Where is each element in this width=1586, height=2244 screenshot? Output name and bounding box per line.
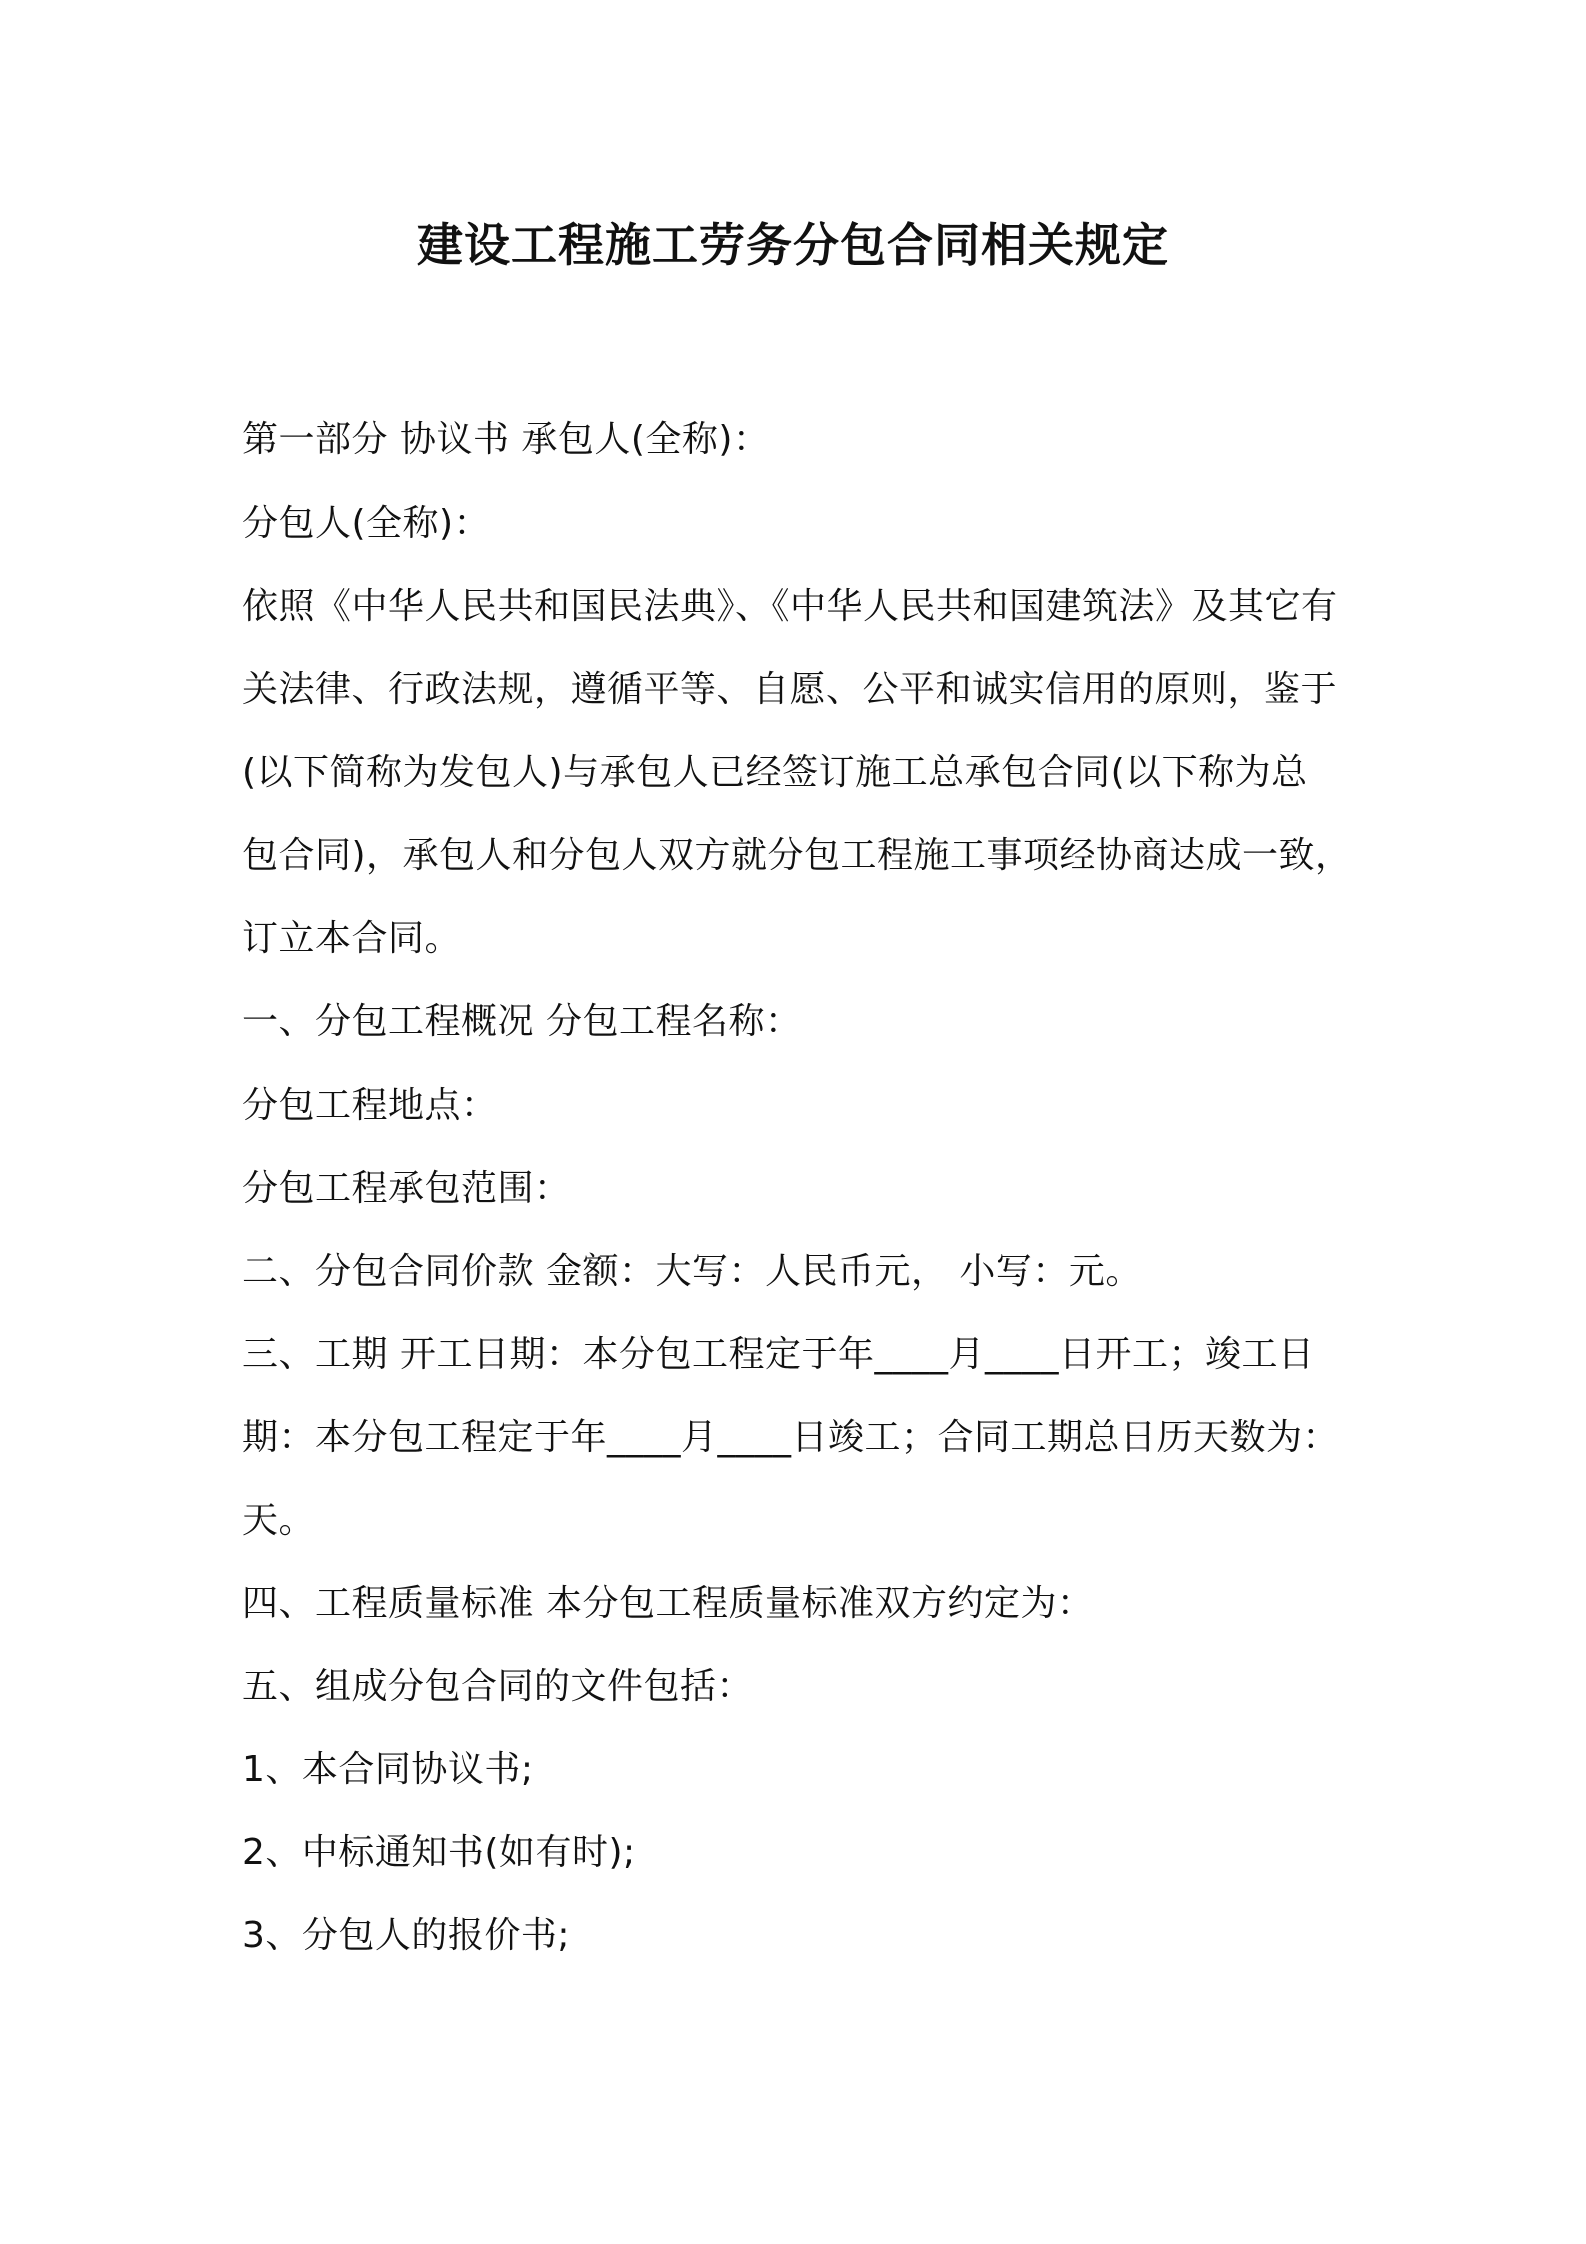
document-title: 建设工程施工劳务分包合同相关规定	[417, 218, 1169, 272]
text-line: 1、本合同协议书;	[242, 1749, 534, 1790]
text-line: 五、组成分包合同的文件包括：	[242, 1666, 754, 1707]
text-line: 期：本分包工程定于年____月____日竣工；合同工期总日历天数为：	[242, 1417, 1340, 1458]
text-line: 分包工程承包范围：	[242, 1168, 571, 1209]
text-line: 订立本合同。	[242, 918, 462, 959]
text-line: 三、工期 开工日期：本分包工程定于年____月____日开工；竣工日	[242, 1334, 1315, 1375]
text-line: 包合同)，承包人和分包人双方就分包工程施工事项经协商达成一致，	[242, 835, 1352, 876]
text-line: 3、分包人的报价书;	[242, 1915, 571, 1956]
text-line: 关法律、行政法规，遵循平等、自愿、公平和诚实信用的原则，鉴于	[242, 669, 1338, 710]
text-line: 依照《中华人民共和国民法典》、《中华人民共和国建筑法》及其它有	[242, 586, 1338, 627]
text-line: 二、分包合同价款 金额：大写：人民币元， 小写：元。	[242, 1251, 1142, 1292]
text-line: 一、分包工程概况 分包工程名称：	[242, 1001, 802, 1042]
text-line: (以下简称为发包人)与承包人已经签订施工总承包合同(以下称为总	[242, 752, 1308, 793]
text-line: 2、中标通知书(如有时);	[242, 1832, 636, 1873]
text-line: 分包工程地点：	[242, 1085, 498, 1126]
text-line: 第一部分 协议书 承包人(全称)：	[242, 419, 770, 460]
text-line: 四、工程质量标准 本分包工程质量标准双方约定为：	[242, 1583, 1094, 1624]
text-line: 分包人(全称)：	[242, 503, 491, 544]
text-line: 天。	[242, 1500, 316, 1541]
